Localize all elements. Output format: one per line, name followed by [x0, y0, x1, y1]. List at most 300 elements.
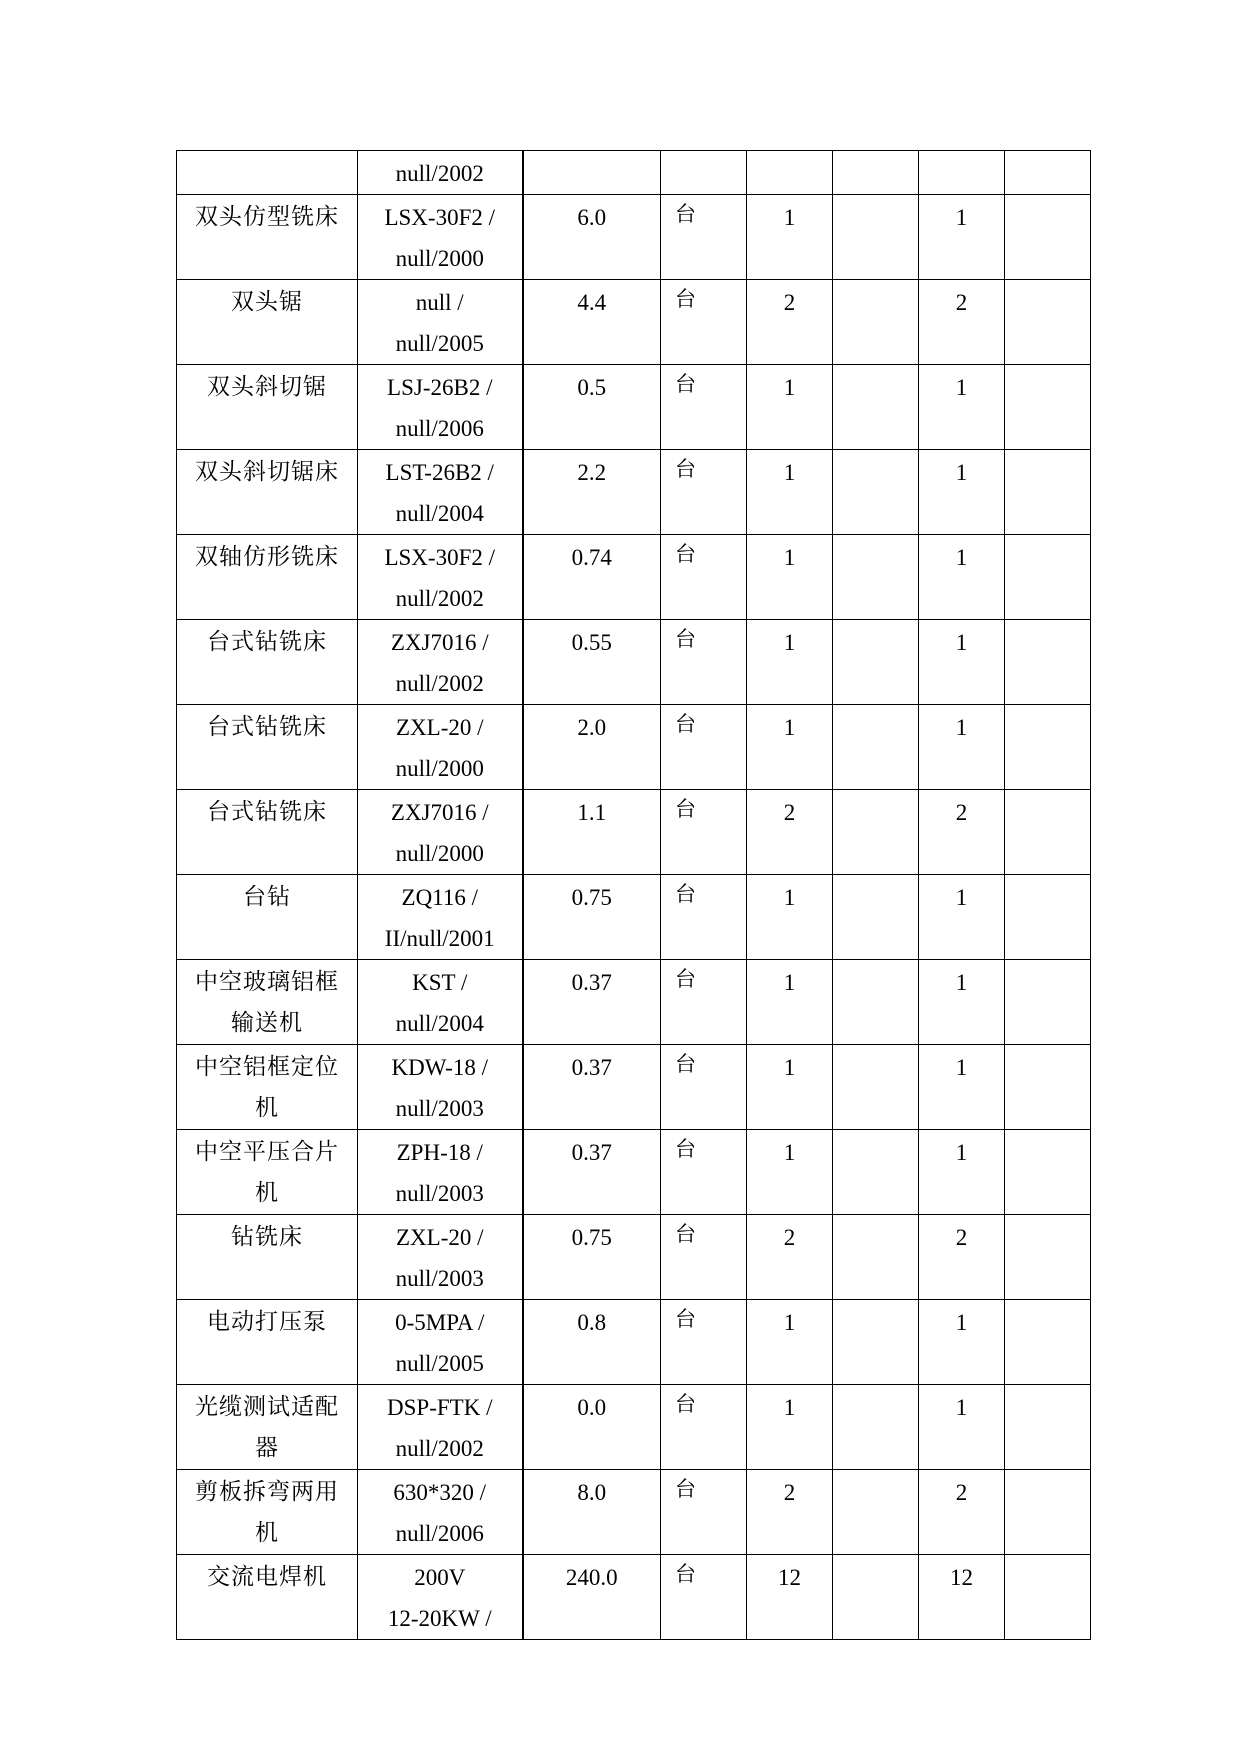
unit-cell-text: 台: [675, 797, 696, 821]
model-year-cell: [358, 195, 523, 280]
power-cell: [523, 1470, 661, 1555]
power-cell-text: 0.37: [571, 970, 612, 995]
equipment-name-cell: [177, 151, 358, 195]
equipment-name-cell-text: 台式钻铣床: [207, 629, 327, 655]
equipment-name-cell-text: 钻铣床: [231, 1224, 303, 1250]
quantity-cell-text: 1: [783, 715, 796, 740]
unit-cell-text: 台: [675, 1307, 696, 1331]
blank-cell: [833, 1215, 919, 1300]
model-year-cell: [358, 1130, 523, 1215]
equipment-name-cell: [177, 280, 358, 365]
model-year-cell: [358, 1045, 523, 1130]
unit-cell-text: 台: [675, 372, 696, 396]
unit-cell-text: 台: [675, 1562, 696, 1586]
equipment-name-cell-text: 台式钻铣床: [207, 799, 327, 825]
power-cell: [523, 875, 661, 960]
unit-cell: [661, 1385, 747, 1470]
remarks-cell: [1005, 620, 1091, 705]
remarks-cell: [1005, 535, 1091, 620]
total-cell: [919, 1045, 1005, 1130]
total-cell-text: 1: [955, 205, 968, 230]
model-year-cell-text: ZPH-18 / null/2003: [395, 1140, 484, 1206]
quantity-cell-text: 1: [783, 630, 796, 655]
remarks-cell-text: [1005, 365, 1090, 367]
model-year-cell-text: LSJ-26B2 / null/2006: [387, 375, 493, 441]
equipment-name-cell-text: 台式钻铣床: [207, 714, 327, 740]
power-cell: [523, 1555, 661, 1640]
power-cell: [523, 151, 661, 195]
total-cell: [919, 1300, 1005, 1385]
power-cell-text: 0.37: [571, 1140, 612, 1165]
remarks-cell: [1005, 1130, 1091, 1215]
quantity-cell-text: 2: [783, 1480, 796, 1505]
equipment-name-cell: [177, 1215, 358, 1300]
unit-cell: [661, 195, 747, 280]
remarks-cell: [1005, 1470, 1091, 1555]
model-year-cell: [358, 705, 523, 790]
remarks-cell-text: [1005, 1555, 1090, 1557]
power-cell-text: 0.8: [577, 1310, 607, 1335]
table-row: [177, 790, 1091, 875]
model-year-cell-text: KST / null/2004: [395, 970, 484, 1036]
blank-cell-text: [833, 535, 918, 537]
unit-cell-text: 台: [675, 202, 696, 226]
quantity-cell: [747, 535, 833, 620]
blank-cell-text: [833, 705, 918, 707]
quantity-cell: [747, 365, 833, 450]
equipment-name-cell: [177, 705, 358, 790]
remarks-cell-text: [1005, 450, 1090, 452]
model-year-cell: [358, 1555, 523, 1640]
unit-cell: [661, 1130, 747, 1215]
equipment-name-cell: [177, 195, 358, 280]
quantity-cell: [747, 620, 833, 705]
model-year-cell-text: null / null/2005: [395, 290, 484, 356]
total-cell: [919, 365, 1005, 450]
total-cell: [919, 1470, 1005, 1555]
quantity-cell-text: 1: [783, 545, 796, 570]
equipment-name-cell: [177, 790, 358, 875]
blank-cell: [833, 875, 919, 960]
unit-cell: [661, 790, 747, 875]
quantity-cell: [747, 705, 833, 790]
quantity-cell-text: 2: [783, 290, 796, 315]
model-year-cell-text: LST-26B2 / null/2004: [385, 460, 494, 526]
model-year-cell: [358, 365, 523, 450]
blank-cell-text: [833, 365, 918, 367]
blank-cell: [833, 1130, 919, 1215]
model-year-cell-text: 200V 12-20KW /: [387, 1565, 492, 1631]
unit-cell: [661, 960, 747, 1045]
total-cell: [919, 1130, 1005, 1215]
model-year-cell: [358, 1215, 523, 1300]
total-cell: [919, 705, 1005, 790]
power-cell: [523, 450, 661, 535]
power-cell-text: 240.0: [565, 1565, 618, 1590]
quantity-cell: [747, 875, 833, 960]
power-cell: [523, 280, 661, 365]
blank-cell-text: [833, 280, 918, 282]
table-row: [177, 195, 1091, 280]
power-cell: [523, 960, 661, 1045]
unit-cell-text: 台: [675, 1222, 696, 1246]
quantity-cell: [747, 1130, 833, 1215]
equipment-name-cell: [177, 365, 358, 450]
blank-cell-text: [833, 960, 918, 962]
blank-cell: [833, 1470, 919, 1555]
quantity-cell: [747, 1215, 833, 1300]
total-cell: [919, 151, 1005, 195]
unit-cell: [661, 450, 747, 535]
unit-cell-text: 台: [675, 627, 696, 651]
remarks-cell: [1005, 705, 1091, 790]
power-cell-text: 2.2: [577, 460, 607, 485]
unit-cell: [661, 1215, 747, 1300]
model-year-cell: [358, 875, 523, 960]
blank-cell-text: [833, 620, 918, 622]
power-cell-text: 4.4: [577, 290, 607, 315]
power-cell: [523, 1215, 661, 1300]
model-year-cell-text: 0-5MPA / null/2005: [395, 1310, 485, 1376]
unit-cell: [661, 705, 747, 790]
total-cell: [919, 960, 1005, 1045]
equipment-name-cell: [177, 620, 358, 705]
total-cell-text: 1: [955, 375, 968, 400]
total-cell-text: 1: [955, 715, 968, 740]
blank-cell: [833, 1300, 919, 1385]
model-year-cell-text: DSP-FTK / null/2002: [387, 1395, 493, 1461]
equipment-name-cell-text: 剪板拆弯两用 机: [195, 1479, 339, 1546]
equipment-name-cell-text: 光缆测试适配 器: [195, 1394, 339, 1461]
total-cell-text: 1: [955, 1395, 968, 1420]
remarks-cell: [1005, 450, 1091, 535]
remarks-cell-text: [1005, 1215, 1090, 1217]
unit-cell: [661, 620, 747, 705]
power-cell-text: 0.37: [571, 1055, 612, 1080]
quantity-cell: [747, 280, 833, 365]
unit-cell-text: 台: [675, 457, 696, 481]
quantity-cell: [747, 790, 833, 875]
unit-cell-text: 台: [675, 1477, 696, 1501]
blank-cell-text: [833, 151, 918, 153]
total-cell: [919, 1215, 1005, 1300]
unit-cell-text: 台: [675, 1052, 696, 1076]
model-year-cell-text: ZQ116 / II/null/2001: [384, 885, 495, 951]
power-cell-text: 8.0: [577, 1480, 607, 1505]
remarks-cell: [1005, 1555, 1091, 1640]
total-cell-text: 1: [955, 630, 968, 655]
equipment-name-cell-text: 电动打压泵: [207, 1309, 327, 1335]
quantity-cell-text: 2: [783, 800, 796, 825]
blank-cell-text: [833, 1470, 918, 1472]
total-cell-text: 1: [955, 970, 968, 995]
model-year-cell-text: KDW-18 / null/2003: [391, 1055, 488, 1121]
model-year-cell: [358, 450, 523, 535]
remarks-cell-text: [1005, 790, 1090, 792]
blank-cell-text: [833, 1215, 918, 1217]
remarks-cell-text: [1005, 151, 1090, 153]
total-cell-text: 2: [955, 800, 968, 825]
quantity-cell: [747, 1300, 833, 1385]
remarks-cell-text: [1005, 1385, 1090, 1387]
total-cell: [919, 1385, 1005, 1470]
blank-cell: [833, 365, 919, 450]
model-year-cell: [358, 535, 523, 620]
quantity-cell: [747, 1470, 833, 1555]
model-year-cell-text: 630*320 / null/2006: [393, 1480, 487, 1546]
equipment-name-cell: [177, 960, 358, 1045]
total-cell-text: 1: [955, 545, 968, 570]
total-cell-text: 2: [955, 290, 968, 315]
blank-cell: [833, 151, 919, 195]
power-cell-text: 6.0: [577, 205, 607, 230]
equipment-name-cell-text: 台钻: [243, 884, 291, 910]
blank-cell-text: [833, 875, 918, 877]
blank-cell: [833, 535, 919, 620]
power-cell-text: [524, 151, 661, 153]
quantity-cell-text: [747, 151, 832, 153]
remarks-cell: [1005, 1215, 1091, 1300]
table-row: [177, 1470, 1091, 1555]
quantity-cell: [747, 1385, 833, 1470]
equipment-name-cell: [177, 1300, 358, 1385]
power-cell: [523, 620, 661, 705]
equipment-name-cell-text: 双头仿型铣床: [195, 204, 339, 230]
remarks-cell-text: [1005, 1130, 1090, 1132]
total-cell: [919, 875, 1005, 960]
power-cell: [523, 365, 661, 450]
blank-cell-text: [833, 450, 918, 452]
power-cell: [523, 705, 661, 790]
equipment-name-cell-text: 中空玻璃铝框 输送机: [195, 969, 339, 1036]
total-cell: [919, 620, 1005, 705]
unit-cell-text: 台: [675, 967, 696, 991]
unit-cell: [661, 875, 747, 960]
blank-cell-text: [833, 195, 918, 197]
quantity-cell-text: 1: [783, 1140, 796, 1165]
blank-cell-text: [833, 1130, 918, 1132]
model-year-cell: [358, 280, 523, 365]
blank-cell: [833, 280, 919, 365]
remarks-cell: [1005, 1300, 1091, 1385]
model-year-cell-text: ZXL-20 / null/2003: [395, 1225, 484, 1291]
equipment-name-cell: [177, 1555, 358, 1640]
model-year-cell: [358, 1385, 523, 1470]
blank-cell: [833, 1385, 919, 1470]
table-row: [177, 1215, 1091, 1300]
quantity-cell-text: 1: [783, 885, 796, 910]
power-cell-text: 0.5: [577, 375, 607, 400]
total-cell-text: 12: [950, 1565, 973, 1590]
unit-cell: [661, 151, 747, 195]
table-row: [177, 151, 1091, 195]
table-row: [177, 1130, 1091, 1215]
equipment-name-cell: [177, 1470, 358, 1555]
unit-cell-text: 台: [675, 1137, 696, 1161]
model-year-cell: [358, 620, 523, 705]
quantity-cell-text: 1: [783, 1310, 796, 1335]
model-year-cell-text: ZXJ7016 / null/2000: [390, 800, 489, 866]
power-cell: [523, 1130, 661, 1215]
quantity-cell-text: 1: [783, 970, 796, 995]
model-year-cell-text: ZXL-20 / null/2000: [395, 715, 484, 781]
remarks-cell: [1005, 875, 1091, 960]
equipment-name-cell-text: 中空铝框定位 机: [195, 1054, 339, 1121]
power-cell-text: 2.0: [577, 715, 607, 740]
equipment-name-cell-text: 双头斜切锯床: [195, 459, 339, 485]
quantity-cell: [747, 960, 833, 1045]
blank-cell: [833, 1555, 919, 1640]
total-cell-text: 1: [955, 1310, 968, 1335]
blank-cell: [833, 450, 919, 535]
total-cell-text: 1: [955, 460, 968, 485]
remarks-cell: [1005, 280, 1091, 365]
total-cell: [919, 535, 1005, 620]
total-cell-text: 1: [955, 1140, 968, 1165]
model-year-cell: [358, 151, 523, 195]
blank-cell: [833, 960, 919, 1045]
equipment-name-cell-text: 双头斜切锯: [207, 374, 327, 400]
model-year-cell-text: LSX-30F2 / null/2002: [384, 545, 496, 611]
power-cell: [523, 195, 661, 280]
equipment-name-cell: [177, 1130, 358, 1215]
model-year-cell: [358, 790, 523, 875]
model-year-cell-text: ZXJ7016 / null/2002: [390, 630, 489, 696]
table-row: [177, 875, 1091, 960]
quantity-cell-text: 2: [783, 1225, 796, 1250]
table-row: [177, 620, 1091, 705]
table-row: [177, 450, 1091, 535]
remarks-cell: [1005, 1045, 1091, 1130]
quantity-cell: [747, 195, 833, 280]
quantity-cell: [747, 1555, 833, 1640]
power-cell: [523, 1385, 661, 1470]
power-cell: [523, 1300, 661, 1385]
quantity-cell: [747, 151, 833, 195]
unit-cell: [661, 1045, 747, 1130]
power-cell-text: 0.75: [571, 885, 612, 910]
blank-cell: [833, 1045, 919, 1130]
quantity-cell-text: 1: [783, 460, 796, 485]
blank-cell-text: [833, 1300, 918, 1302]
unit-cell: [661, 280, 747, 365]
remarks-cell-text: [1005, 705, 1090, 707]
equipment-name-cell-text: 交流电焊机: [207, 1564, 327, 1590]
power-cell: [523, 790, 661, 875]
unit-cell-text: 台: [675, 1392, 696, 1416]
remarks-cell-text: [1005, 960, 1090, 962]
remarks-cell-text: [1005, 620, 1090, 622]
power-cell-text: 0.55: [571, 630, 612, 655]
remarks-cell: [1005, 365, 1091, 450]
model-year-cell: [358, 960, 523, 1045]
remarks-cell: [1005, 790, 1091, 875]
power-cell-text: 0.75: [571, 1225, 612, 1250]
blank-cell: [833, 705, 919, 790]
remarks-cell: [1005, 195, 1091, 280]
power-cell-text: 0.74: [571, 545, 612, 570]
equipment-name-cell-text: 双头锯: [231, 289, 303, 315]
blank-cell-text: [833, 1555, 918, 1557]
remarks-cell-text: [1005, 1300, 1090, 1302]
quantity-cell: [747, 450, 833, 535]
table-row: [177, 1300, 1091, 1385]
equipment-name-cell-text: [177, 151, 357, 153]
unit-cell: [661, 1300, 747, 1385]
remarks-cell-text: [1005, 195, 1090, 197]
quantity-cell-text: 1: [783, 375, 796, 400]
equipment-name-cell: [177, 1045, 358, 1130]
total-cell: [919, 1555, 1005, 1640]
unit-cell-text: 台: [675, 882, 696, 906]
total-cell-text: 2: [955, 1225, 968, 1250]
table-row: [177, 1385, 1091, 1470]
equipment-table: [176, 150, 1091, 1640]
total-cell: [919, 280, 1005, 365]
blank-cell: [833, 620, 919, 705]
blank-cell: [833, 195, 919, 280]
table-row: [177, 1555, 1091, 1640]
total-cell-text: 1: [955, 1055, 968, 1080]
table-row: [177, 705, 1091, 790]
blank-cell-text: [833, 1045, 918, 1047]
model-year-cell-text: LSX-30F2 / null/2000: [384, 205, 496, 271]
remarks-cell: [1005, 1385, 1091, 1470]
unit-cell-text: 台: [675, 287, 696, 311]
equipment-name-cell-text: 中空平压合片 机: [195, 1139, 339, 1206]
quantity-cell: [747, 1045, 833, 1130]
blank-cell: [833, 790, 919, 875]
model-year-cell: [358, 1300, 523, 1385]
total-cell: [919, 790, 1005, 875]
table-row: [177, 960, 1091, 1045]
remarks-cell-text: [1005, 1045, 1090, 1047]
unit-cell: [661, 535, 747, 620]
unit-cell: [661, 1470, 747, 1555]
model-year-cell: [358, 1470, 523, 1555]
power-cell-text: 0.0: [577, 1395, 607, 1420]
total-cell-text: 2: [955, 1480, 968, 1505]
equipment-name-cell: [177, 450, 358, 535]
unit-cell: [661, 1555, 747, 1640]
total-cell: [919, 195, 1005, 280]
quantity-cell-text: 1: [783, 205, 796, 230]
equipment-name-cell-text: 双轴仿形铣床: [195, 544, 339, 570]
blank-cell-text: [833, 1385, 918, 1387]
table-row: [177, 280, 1091, 365]
remarks-cell-text: [1005, 875, 1090, 877]
quantity-cell-text: 1: [783, 1395, 796, 1420]
unit-cell: [661, 365, 747, 450]
unit-cell-text: 台: [675, 712, 696, 736]
remarks-cell-text: [1005, 280, 1090, 282]
unit-cell-text: 台: [675, 542, 696, 566]
power-cell: [523, 535, 661, 620]
power-cell: [523, 1045, 661, 1130]
table-row: [177, 1045, 1091, 1130]
power-cell-text: 1.1: [577, 800, 607, 825]
equipment-name-cell: [177, 1385, 358, 1470]
equipment-name-cell: [177, 875, 358, 960]
table-row: [177, 535, 1091, 620]
total-cell: [919, 450, 1005, 535]
blank-cell-text: [833, 790, 918, 792]
remarks-cell-text: [1005, 1470, 1090, 1472]
total-cell-text: 1: [955, 885, 968, 910]
remarks-cell: [1005, 151, 1091, 195]
remarks-cell: [1005, 960, 1091, 1045]
quantity-cell-text: 12: [778, 1565, 801, 1590]
